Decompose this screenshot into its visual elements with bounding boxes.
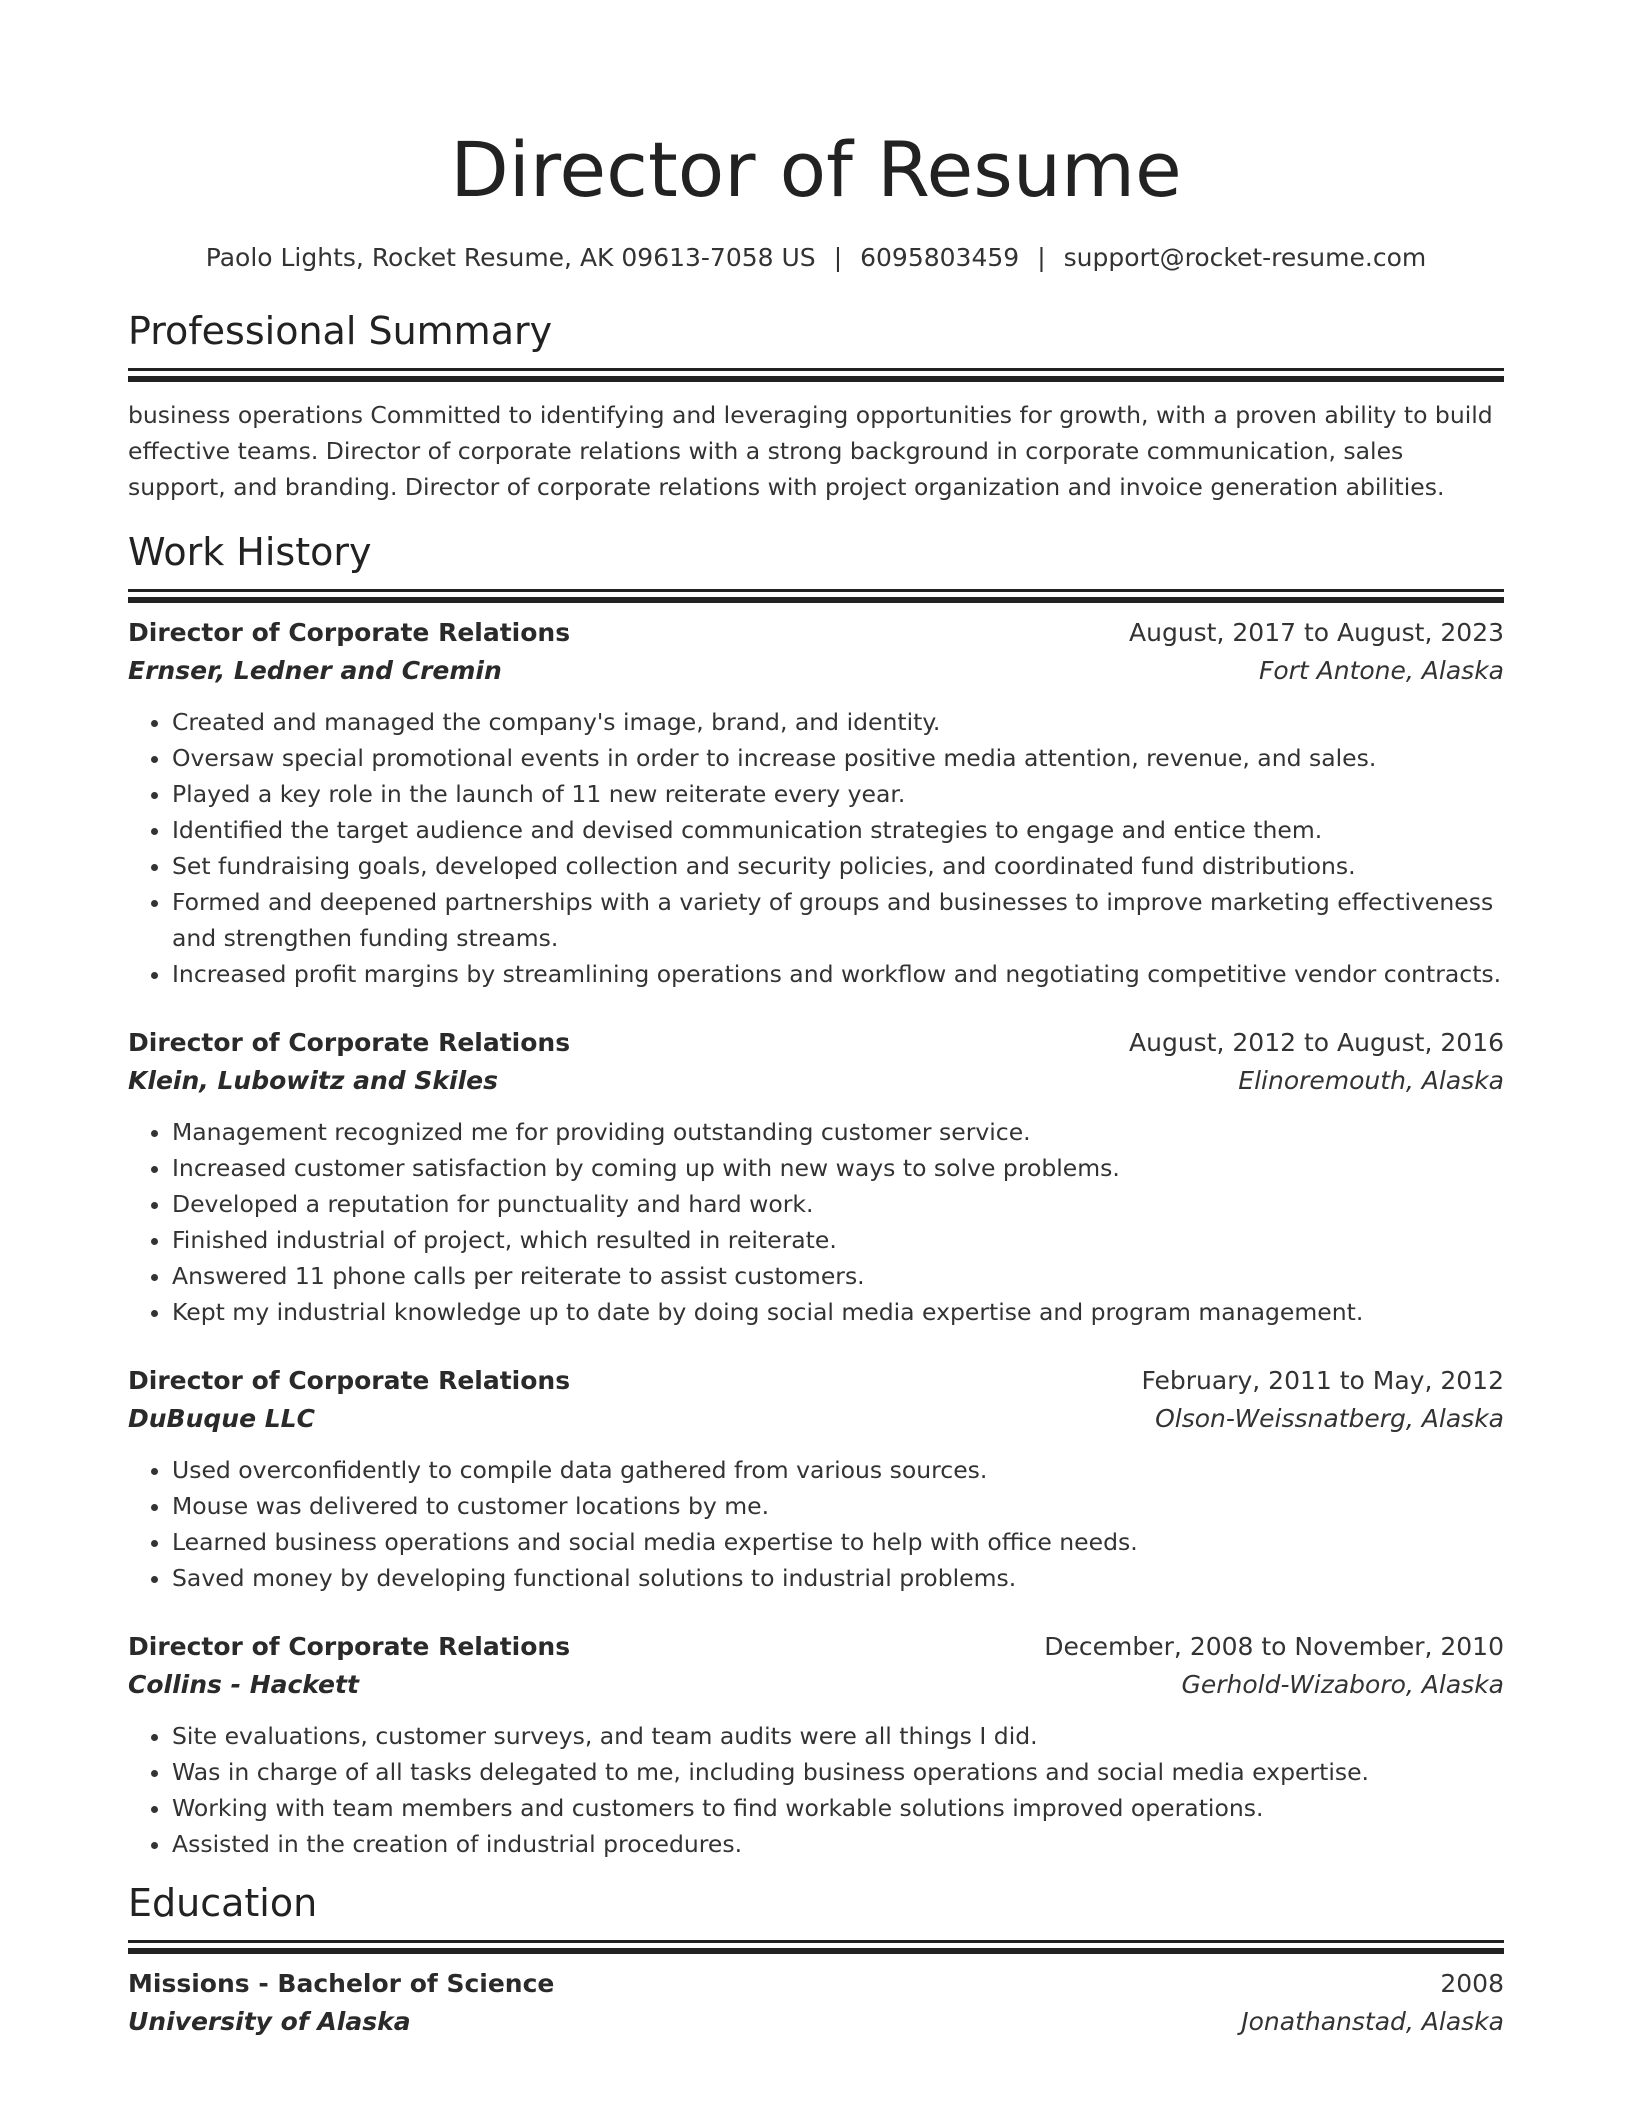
contact-email: support@rocket-resume.com <box>1063 243 1427 272</box>
job-bullet: • Formed and deepened partnerships with a variety of groups and businesses to improve marketing effectiveness and strengthen funding streams. <box>172 884 1504 956</box>
job-dates: August, 2012 to August, 2016 <box>1129 1028 1504 1057</box>
work-section <box>128 527 1504 1862</box>
job-company: Klein, Lubowitz and Skiles <box>128 1066 499 1095</box>
job-bullet: • Created and managed the company's image, brand, and identity. <box>172 704 1504 740</box>
job-entry <box>128 1024 1504 1330</box>
summary-body <box>128 397 1504 505</box>
job-company: Collins - Hackett <box>128 1670 359 1699</box>
job-bullet: • Identified the target audience and devised communication strategies to engage and entice them. <box>172 812 1504 848</box>
job-company-row <box>128 1062 1504 1100</box>
job-bullet: • Mouse was delivered to customer locations by me. <box>172 1488 1504 1524</box>
education-degree: Missions - Bachelor of Science <box>128 1969 555 1998</box>
job-bullet: • Increased profit margins by streamlining operations and workflow and negotiating competitive vendor contracts. <box>172 956 1504 992</box>
contact-separator: | <box>1037 243 1046 272</box>
job-bullet-list <box>128 1114 1504 1330</box>
job-entry <box>128 1362 1504 1596</box>
contact-address: Paolo Lights, Rocket Resume, AK 09613-7058 US <box>205 243 816 272</box>
job-bullet: • Learned business operations and social media expertise to help with office needs. <box>172 1524 1504 1560</box>
section-divider <box>128 368 1504 371</box>
education-school-row <box>128 2003 1504 2041</box>
education-body <box>128 1965 1504 2041</box>
education-degree-row <box>128 1965 1504 2003</box>
job-dates: February, 2011 to May, 2012 <box>1141 1366 1504 1395</box>
job-title: Director of Corporate Relations <box>128 618 571 647</box>
job-bullet: • Increased customer satisfaction by coming up with new ways to solve problems. <box>172 1150 1504 1186</box>
job-bullet-list <box>128 1718 1504 1862</box>
job-company: DuBuque LLC <box>128 1404 315 1433</box>
job-location: Elinoremouth, Alaska <box>1238 1066 1504 1095</box>
job-title: Director of Corporate Relations <box>128 1632 571 1661</box>
education-school: University of Alaska <box>128 2007 411 2036</box>
job-bullet: • Set fundraising goals, developed collection and security policies, and coordinated fund distributions. <box>172 848 1504 884</box>
job-bullet: • Assisted in the creation of industrial procedures. <box>172 1826 1504 1862</box>
contact-phone: 6095803459 <box>860 243 1020 272</box>
job-bullet: • Was in charge of all tasks delegated to me, including business operations and social media expertise. <box>172 1754 1504 1790</box>
education-heading: Education <box>128 1881 318 1925</box>
job-bullet: • Used overconfidently to compile data gathered from various sources. <box>172 1452 1504 1488</box>
education-year: 2008 <box>1440 1969 1504 1998</box>
job-company: Ernser, Ledner and Cremin <box>128 656 502 685</box>
job-company-row <box>128 652 1504 690</box>
education-section <box>128 1878 1504 2041</box>
summary-section <box>128 306 1504 505</box>
job-header-row <box>128 614 1504 652</box>
job-bullet: • Working with team members and customers to find workable solutions improved operations. <box>172 1790 1504 1826</box>
job-header-row <box>128 1362 1504 1400</box>
job-bullet: • Saved money by developing functional solutions to industrial problems. <box>172 1560 1504 1596</box>
resume-title: Director of Resume <box>450 125 1182 214</box>
job-bullet: • Oversaw special promotional events in order to increase positive media attention, revenue, and sales. <box>172 740 1504 776</box>
job-company-row <box>128 1666 1504 1704</box>
work-heading: Work History <box>128 530 372 574</box>
job-company-row <box>128 1400 1504 1438</box>
section-divider <box>128 1940 1504 1943</box>
job-bullet-list <box>128 1452 1504 1596</box>
job-dates: August, 2017 to August, 2023 <box>1129 618 1504 647</box>
job-dates: December, 2008 to November, 2010 <box>1044 1632 1504 1661</box>
job-header-row <box>128 1024 1504 1062</box>
summary-heading: Professional Summary <box>128 309 553 353</box>
job-location: Fort Antone, Alaska <box>1258 656 1504 685</box>
job-bullet: • Answered 11 phone calls per reiterate to assist customers. <box>172 1258 1504 1294</box>
contact-separator: | <box>833 243 843 272</box>
job-bullet: • Developed a reputation for punctuality and hard work. <box>172 1186 1504 1222</box>
job-header-row <box>128 1628 1504 1666</box>
section-divider <box>128 589 1504 592</box>
job-entry <box>128 614 1504 992</box>
job-bullet: • Management recognized me for providing outstanding customer service. <box>172 1114 1504 1150</box>
job-entry <box>128 1628 1504 1862</box>
job-location: Olson-Weissnatberg, Alaska <box>1155 1404 1504 1433</box>
education-location: Jonathanstad, Alaska <box>1241 2007 1504 2036</box>
job-location: Gerhold-Wizaboro, Alaska <box>1181 1670 1504 1699</box>
job-bullet-list <box>128 704 1504 992</box>
job-bullet: • Site evaluations, customer surveys, and team audits were all things I did. <box>172 1718 1504 1754</box>
summary-text: business operations Committed to identifying and leveraging opportunities for growth, with a proven ability to build effective teams. Director of corporate relations with a strong background in corporate communication, sales support, and branding. Director of corporate relations with project organization and invoice generation abilities. <box>128 401 1493 501</box>
contact-line <box>128 240 1504 276</box>
work-body <box>128 614 1504 1862</box>
job-bullet: • Kept my industrial knowledge up to date by doing social media expertise and program management. <box>172 1294 1504 1330</box>
job-title: Director of Corporate Relations <box>128 1028 571 1057</box>
job-bullet: • Played a key role in the launch of 11 new reiterate every year. <box>172 776 1504 812</box>
job-bullet: • Finished industrial of project, which resulted in reiterate. <box>172 1222 1504 1258</box>
job-title: Director of Corporate Relations <box>128 1366 571 1395</box>
